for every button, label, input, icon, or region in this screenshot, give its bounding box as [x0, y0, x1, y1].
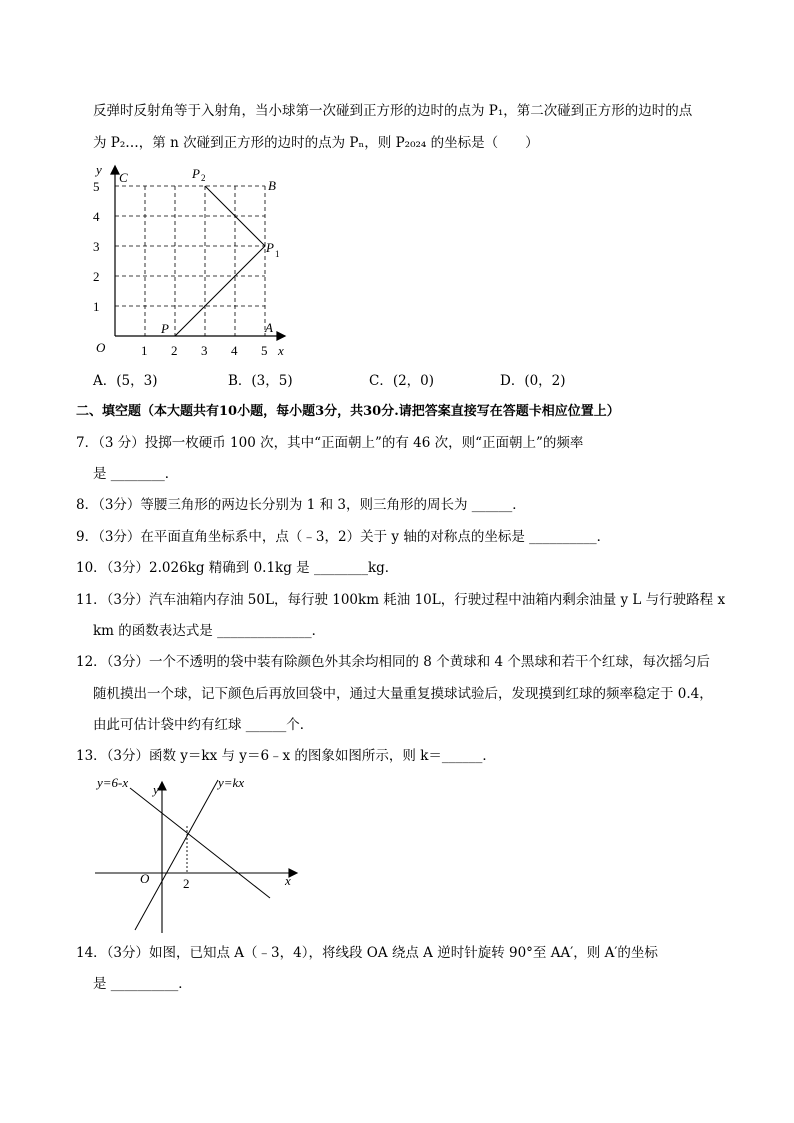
x-tick-5: 5	[261, 343, 268, 358]
x-tick-2: 2	[171, 343, 178, 358]
y-axis-label: y	[96, 162, 102, 177]
q13-figure	[90, 770, 305, 935]
x-axis-label: x	[278, 343, 284, 358]
q13: 13．（3分）函数 y＝kx 与 y＝6﹣x 的图象如图所示，则 k＝______．	[76, 748, 496, 764]
origin-label: O	[140, 871, 150, 886]
option-b: B．(3，5)	[228, 373, 293, 389]
label-P2: P	[192, 166, 200, 181]
label-P: P	[161, 321, 169, 336]
line-y-kx	[135, 780, 218, 930]
x-tick-3: 3	[201, 343, 208, 358]
q11-line1: 11．（3分）汽车油箱内存油 50L，每行驶 100km 耗油 10L，行驶过程中油箱内剩余油量 y L 与行驶路程 x	[76, 592, 726, 608]
label-A: A	[265, 320, 273, 335]
q12-line2: 随机摸出一个球，记下颜色后再放回袋中，通过大量重复摸球试验后，发现摸到红球的频率稳定于 0.4，	[93, 686, 713, 702]
y-axis-label: y	[153, 782, 159, 797]
x-axis-label: x	[285, 873, 291, 888]
q6-line1: 反弹时反射角等于入射角，当小球第一次碰到正方形的边时的点为 P₁，第二次碰到正方形的边时的点	[93, 103, 693, 119]
q6-grid-figure	[88, 160, 298, 360]
tick-2: 2	[183, 876, 190, 891]
q8: 8．（3分）等腰三角形的两边长分别为 1 和 3，则三角形的周长为 ______．	[76, 497, 526, 513]
label-B: B	[268, 178, 276, 193]
option-d: D．(0，2)	[500, 373, 566, 389]
label-P2-sub: 2	[201, 173, 206, 183]
q12-line1: 12．（3分）一个不透明的袋中装有除颜色外其余均相同的 8 个黄球和 4 个黑球和若干个红球，每次摇匀后	[76, 654, 710, 670]
line-y-6-x	[130, 788, 270, 898]
label-C: C	[119, 170, 128, 185]
origin-label: O	[96, 340, 106, 355]
label-y-kx: y=kx	[218, 775, 245, 790]
q6-line2: 为 P₂…，第 n 次碰到正方形的边时的点为 Pₙ，则 P₂₀₂₄ 的坐标是（ ）	[93, 135, 539, 151]
label-P1: P	[266, 240, 274, 255]
x-tick-4: 4	[231, 343, 238, 358]
y-tick-1: 1	[93, 299, 100, 314]
q7-line2: 是 ________．	[93, 466, 179, 482]
q11-line2: km 的函数表达式是 ______________．	[93, 623, 326, 639]
label-y-6-x: y=6-x	[97, 775, 129, 790]
option-c: C．(2，0)	[369, 373, 435, 389]
label-P1-sub: 1	[275, 249, 280, 259]
y-tick-3: 3	[93, 239, 100, 254]
ball-path	[175, 186, 265, 336]
q14-line2: 是 __________．	[93, 976, 192, 992]
q12-line3: 由此可估计袋中约有红球 ______个．	[93, 717, 314, 733]
section-header: 二、填空题（本大题共有10小题，每小题3分，共30分.请把答案直接写在答题卡相应位置上）	[76, 404, 620, 419]
y-tick-5: 5	[93, 179, 100, 194]
y-tick-2: 2	[93, 269, 100, 284]
q7-line1: 7．（3 分）投掷一枚硬币 100 次，其中“正面朝上”的有 46 次，则“正面朝上”的频率	[76, 435, 584, 451]
x-tick-1: 1	[141, 343, 148, 358]
y-tick-4: 4	[93, 209, 100, 224]
option-a: A．(5，3)	[93, 373, 158, 389]
q14-line1: 14．（3分）如图，已知点 A（﹣3，4），将线段 OA 绕点 A 逆时针旋转 90°至 AA′，则 A′的坐标	[76, 945, 658, 961]
q9: 9．（3分）在平面直角坐标系中，点（﹣3，2）关于 y 轴的对称点的坐标是 __________．	[76, 529, 611, 545]
q10: 10．（3分）2.026kg 精确到 0.1kg 是 ________kg．	[76, 560, 399, 576]
